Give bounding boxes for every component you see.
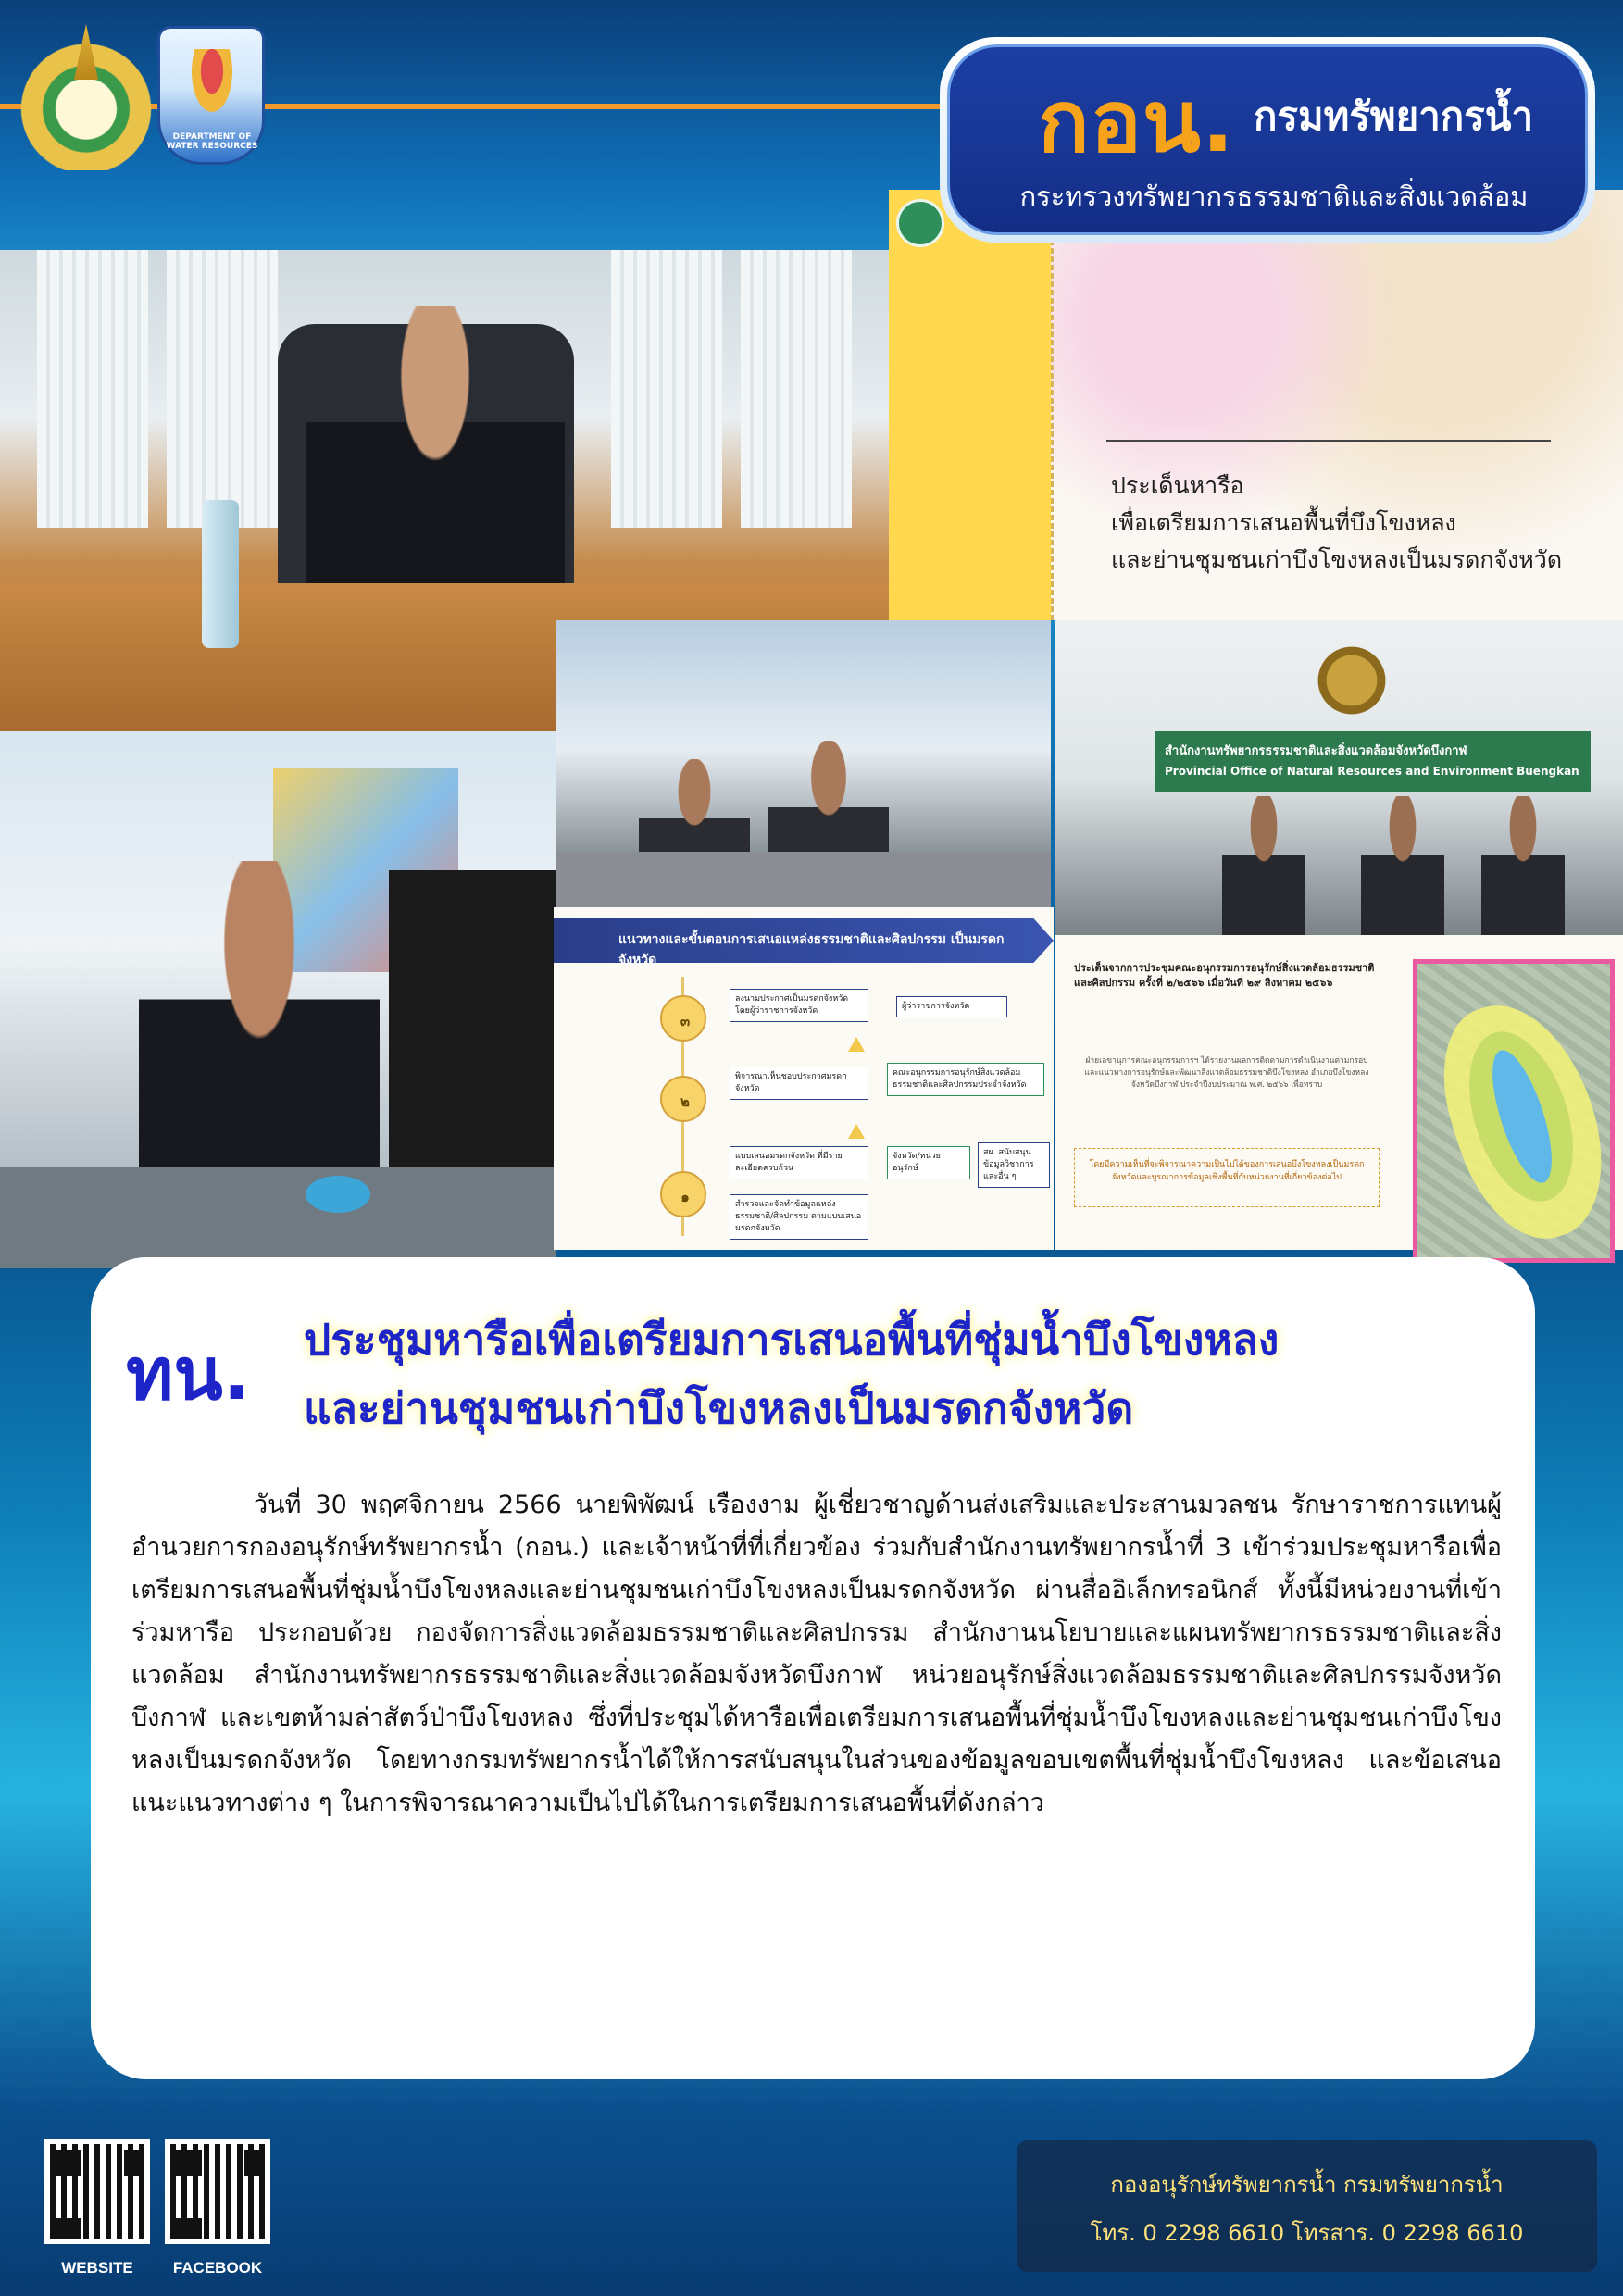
office-sign-thai: สำนักงานทรัพยากรธรรมชาติและสิ่งแวดล้อมจังหวัดบึงกาฬ	[1165, 744, 1467, 758]
flow-title: แนวทางและขั้นตอนการเสนอแหล่งธรรมชาติและศิลปกรรม เป็นมรดกจังหวัด	[618, 932, 1005, 967]
contact-org-name: กองอนุรักษ์ทรัพยากรน้ำ กรมทรัพยากรน้ำ	[1110, 2172, 1504, 2198]
flow-side-box: คณะอนุกรรมการอนุรักษ์สิ่งแวดล้อมธรรมชาติและศิลปกรรมประจำจังหวัด	[887, 1063, 1044, 1096]
badge-department: กรมทรัพยากรน้ำ	[1254, 94, 1534, 139]
website-qr-label: WEBSITE	[61, 2259, 133, 2277]
summary-note: โดยมีความเห็นที่จะพิจารณาความเป็นไปได้ของการเสนอบึงโขงหลงเป็นมรดกจังหวัดและบูรณาการข้อมูลเชิงพื้นที่กับหน่วยงานที่เกี่ยวข้องต่อไป	[1074, 1148, 1380, 1207]
flow-side-box: สผ. สนับสนุนข้อมูลวิชาการ และอื่น ๆ	[978, 1142, 1050, 1188]
summary-body: ฝ่ายเลขานุการคณะอนุกรรมการฯ ได้รายงานผลการติดตามการดำเนินงานตามกรอบและแนวทางการอนุรักษ์และพัฒนาสิ่งแวดล้อมธรรมชาติบึงโขงหลง อำเภอบึงโขงหลง จังหวัดบึงกาฬ ประจำปีงบประมาณ พ.ศ. ๒๕๖๖ เพื่อทราบ	[1084, 1056, 1369, 1090]
office-sign-english: Provincial Office of Natural Resources and Environment Buengkan	[1165, 765, 1579, 778]
article-body: วันที่ 30 พฤศจิกายน 2566 นายพิพัฒน์ เรืองงาม ผู้เชี่ยวชาญด้านส่งเสริมและประสานมวลชน รักษาราชการแทนผู้อำนวยการกองอนุรักษ์ทรัพยากรน้ำ (กอน.) และเจ้าหน้าที่ที่เกี่ยวข้อง ร่วมกับสำนักงานทรัพยากรน้ำที่ 3 เข้าร่วมประชุมหารือเพื่อเตรียมการเสนอพื้นที่ชุ่มน้ำบึงโขงหลงและย่านชุมชนเก่าบึงโขงหลงเป็นมรดกจังหวัด ผ่านสื่ออิเล็กทรอนิกส์ ทั้งนี้มีหน่วยงานที่เข้าร่วมหารือ ประกอบด้วย กองจัดการสิ่งแวดล้อมธรรมชาติและศิลปกรรม สำนักงานนโยบายและแผนทรัพยากรธรรมชาติและสิ่งแวดล้อม สำนักงานทรัพยากรธรรมชาติและสิ่งแวดล้อมจังหวัดบึงกาฬ หน่วยอนุรักษ์สิ่งแวดล้อมธรรมชาติและศิลปกรรมจังหวัดบึงกาฬ และเขตห้ามล่าสัตว์ป่าบึงโขงหลง ซึ่งที่ประชุมได้หารือเพื่อเตรียมการเสนอพื้นที่ชุ่มน้ำบึงโขงหลงและย่านชุมชนเก่าบึงโขงหลงเป็นมรดกจังหวัด โดยทางกรมทรัพยากรน้ำได้ให้การสนับสนุนในส่วนของข้อมูลขอบเขตพื้นที่ชุ่มน้ำบึงโขงหลง และข้อเสนอแนะแนวทางต่าง ๆ ในการพิจารณาความเป็นไปได้ในการเตรียมการเสนอพื้นที่ดังกล่าว	[131, 1491, 1502, 1817]
flow-step-3: ๓	[660, 995, 706, 1042]
contact-box	[1017, 2140, 1597, 2272]
badge-ministry: กระทรวงทรัพยากรธรรมชาติและสิ่งแวดล้อม	[1019, 181, 1529, 212]
flow-step-1: ๑	[660, 1171, 706, 1217]
article-card	[91, 1257, 1535, 2079]
flow-box: พิจารณาเห็นชอบประกาศมรดกจังหวัด	[730, 1067, 868, 1100]
facebook-qr-code[interactable]	[165, 2139, 270, 2244]
flow-box: แบบเสนอมรดกจังหวัด ที่มีรายละเอียดครบถ้วน	[730, 1146, 868, 1179]
slide-cover	[889, 190, 1623, 620]
water-resources-logo	[157, 26, 265, 165]
photo-woman-at-desk	[0, 731, 556, 1268]
map-frame	[1413, 959, 1615, 1263]
photo-provincial-office-meeting	[1055, 620, 1623, 935]
slide-cover-title: ประเด็นหารือ เพื่อเตรียมการเสนอพื้นที่บึงโขงหลง และย่านชุมชนเก่าบึงโขงหลงเป็นมรดกจังหวัด	[1111, 472, 1563, 573]
summary-heading: ประเด็นจากการประชุมคณะอนุกรรมการอนุรักษ์สิ่งแวดล้อมธรรมชาติและศิลปกรรม ครั้งที่ ๒/๒๕๖๖ เมื่อวันที่ ๒๙ สิงหาคม ๒๕๖๖	[1074, 962, 1375, 989]
flow-side-box: ผู้ว่าราชการจังหวัด	[896, 996, 1007, 1017]
website-qr-code[interactable]	[44, 2139, 150, 2244]
slide-wetland-map	[1398, 935, 1623, 1250]
contact-phone: โทร. 0 2298 6610 โทรสาร. 0 2298 6610	[1090, 2220, 1524, 2246]
department-badge	[940, 37, 1595, 243]
flow-side-box: จังหวัด/หน่วยอนุรักษ์	[887, 1146, 970, 1179]
header-stripe	[0, 104, 1018, 109]
facebook-qr-label: FACEBOOK	[172, 2259, 263, 2277]
slide-meeting-summary	[1055, 935, 1398, 1250]
emblem-icon	[896, 199, 944, 247]
photo-video-call	[556, 620, 1051, 907]
flow-step-2: ๒	[660, 1076, 706, 1122]
slide-flowchart	[554, 907, 1054, 1250]
badge-acronym: กอน.	[1038, 72, 1235, 171]
royal-crest-logo	[20, 24, 152, 170]
article-title: ประชุมหารือเพื่อเตรียมการเสนอพื้นที่ชุ่มน้ำบึงโขงหลง และย่านชุมชนเก่าบึงโขงหลงเป็นมรดกจังหวัด	[304, 1315, 1280, 1433]
flow-box: ลงนามประกาศเป็นมรดกจังหวัดโดยผู้ว่าราชการจังหวัด	[730, 989, 868, 1022]
article-tag: ทน.	[126, 1333, 251, 1416]
logo-caption: DEPARTMENT OF WATER RESOURCES	[166, 132, 258, 151]
flow-box: สำรวจและจัดทำข้อมูลแหล่งธรรมชาติ/ศิลปกรรม ตามแบบเสนอมรดกจังหวัด	[730, 1194, 868, 1240]
emblem-icon	[1315, 639, 1389, 722]
